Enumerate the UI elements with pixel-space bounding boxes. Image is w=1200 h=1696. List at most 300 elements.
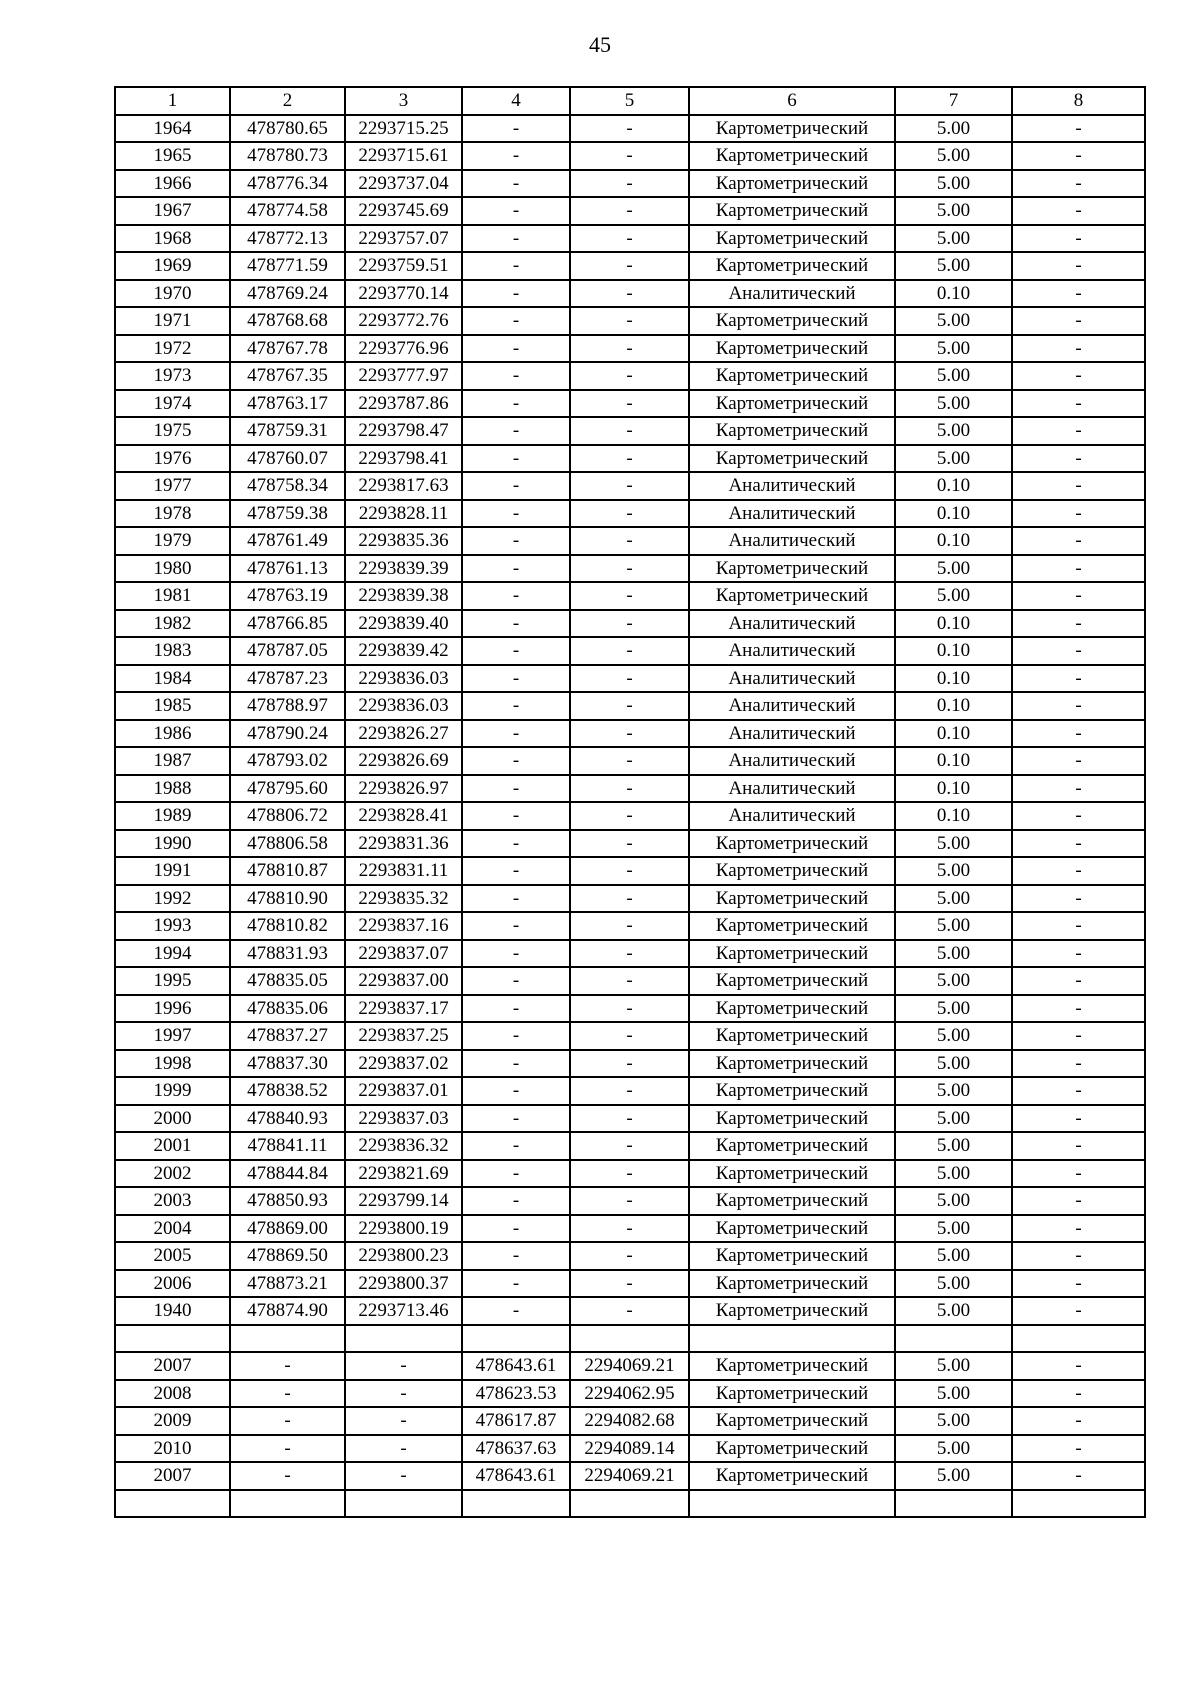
coord-y2-cell: - bbox=[570, 142, 689, 170]
note-cell bbox=[1012, 1490, 1145, 1518]
point-number-cell: 1989 bbox=[115, 802, 230, 830]
coord-x2-cell: - bbox=[462, 1077, 570, 1105]
table-row bbox=[115, 1242, 1145, 1270]
note-cell: - bbox=[1012, 1160, 1145, 1188]
accuracy-cell: 5.00 bbox=[895, 912, 1012, 940]
table-row bbox=[115, 665, 1145, 693]
coord-x2-cell: - bbox=[462, 1215, 570, 1243]
table-row bbox=[115, 445, 1145, 473]
coord-y-cell: 2293715.25 bbox=[345, 115, 462, 143]
coord-y-cell: 2293737.04 bbox=[345, 170, 462, 198]
coord-x2-cell: 478643.61 bbox=[462, 1462, 570, 1490]
point-number-cell: 1997 bbox=[115, 1022, 230, 1050]
method-cell: Картометрический bbox=[689, 252, 895, 280]
point-number-cell: 1968 bbox=[115, 225, 230, 253]
coord-y-cell: 2293837.16 bbox=[345, 912, 462, 940]
coord-y2-cell: - bbox=[570, 940, 689, 968]
point-number-cell: 2004 bbox=[115, 1215, 230, 1243]
coord-y-cell: - bbox=[345, 1462, 462, 1490]
coord-x-cell: 478767.78 bbox=[230, 335, 345, 363]
coord-x-cell: 478758.34 bbox=[230, 472, 345, 500]
accuracy-cell: 5.00 bbox=[895, 390, 1012, 418]
note-cell: - bbox=[1012, 967, 1145, 995]
coord-x-cell: 478806.72 bbox=[230, 802, 345, 830]
method-cell: Картометрический bbox=[689, 940, 895, 968]
coord-x2-cell: - bbox=[462, 445, 570, 473]
coord-y-cell: 2293715.61 bbox=[345, 142, 462, 170]
accuracy-cell: 0.10 bbox=[895, 637, 1012, 665]
table-row bbox=[115, 142, 1145, 170]
coord-y2-cell: - bbox=[570, 775, 689, 803]
method-cell: Картометрический bbox=[689, 1187, 895, 1215]
note-cell: - bbox=[1012, 665, 1145, 693]
coord-x2-cell: - bbox=[462, 720, 570, 748]
coord-x-cell: 478835.06 bbox=[230, 995, 345, 1023]
accuracy-cell bbox=[895, 1325, 1012, 1353]
point-number-cell: 2007 bbox=[115, 1352, 230, 1380]
coord-x-cell: 478837.30 bbox=[230, 1050, 345, 1078]
coord-y2-cell: - bbox=[570, 1132, 689, 1160]
accuracy-cell: 0.10 bbox=[895, 720, 1012, 748]
note-cell: - bbox=[1012, 307, 1145, 335]
coord-x-cell: 478768.68 bbox=[230, 307, 345, 335]
coord-x2-cell: - bbox=[462, 802, 570, 830]
note-cell: - bbox=[1012, 912, 1145, 940]
note-cell bbox=[1012, 1325, 1145, 1353]
method-cell: Картометрический bbox=[689, 1242, 895, 1270]
coord-x2-cell: - bbox=[462, 885, 570, 913]
point-number-cell: 1981 bbox=[115, 582, 230, 610]
point-number-cell: 1984 bbox=[115, 665, 230, 693]
coord-x2-cell: - bbox=[462, 1297, 570, 1325]
method-cell: Аналитический bbox=[689, 527, 895, 555]
coord-y-cell: 2293776.96 bbox=[345, 335, 462, 363]
note-cell: - bbox=[1012, 775, 1145, 803]
point-number-cell: 1978 bbox=[115, 500, 230, 528]
coord-y-cell: 2293836.32 bbox=[345, 1132, 462, 1160]
note-cell: - bbox=[1012, 390, 1145, 418]
accuracy-cell: 0.10 bbox=[895, 747, 1012, 775]
table-row bbox=[115, 775, 1145, 803]
coord-y2-cell: - bbox=[570, 1215, 689, 1243]
coord-y2-cell: - bbox=[570, 555, 689, 583]
coord-x-cell: 478788.97 bbox=[230, 692, 345, 720]
coord-x-cell: 478787.23 bbox=[230, 665, 345, 693]
table-row bbox=[115, 1215, 1145, 1243]
coord-y2-cell bbox=[570, 1490, 689, 1518]
coord-x2-cell: - bbox=[462, 1050, 570, 1078]
coord-x2-cell: - bbox=[462, 912, 570, 940]
point-number-cell: 2009 bbox=[115, 1407, 230, 1435]
table-row bbox=[115, 527, 1145, 555]
accuracy-cell: 5.00 bbox=[895, 225, 1012, 253]
note-cell: - bbox=[1012, 115, 1145, 143]
coord-y-cell: 2293837.07 bbox=[345, 940, 462, 968]
coord-x2-cell: - bbox=[462, 555, 570, 583]
coord-y-cell: 2293837.03 bbox=[345, 1105, 462, 1133]
note-cell: - bbox=[1012, 830, 1145, 858]
table-row bbox=[115, 1297, 1145, 1325]
coord-y2-cell: 2294062.95 bbox=[570, 1380, 689, 1408]
coord-x-cell: 478831.93 bbox=[230, 940, 345, 968]
method-cell: Картометрический bbox=[689, 170, 895, 198]
coord-y-cell bbox=[345, 1490, 462, 1518]
coord-x-cell: 478769.24 bbox=[230, 280, 345, 308]
coord-x2-cell: - bbox=[462, 967, 570, 995]
coord-x-cell bbox=[230, 1325, 345, 1353]
coord-x2-cell: - bbox=[462, 582, 570, 610]
coord-y-cell: 2293799.14 bbox=[345, 1187, 462, 1215]
coord-x2-cell: - bbox=[462, 1270, 570, 1298]
coord-x-cell: 478787.05 bbox=[230, 637, 345, 665]
point-number-cell: 1986 bbox=[115, 720, 230, 748]
note-cell: - bbox=[1012, 1380, 1145, 1408]
note-cell: - bbox=[1012, 362, 1145, 390]
method-cell: Картометрический bbox=[689, 830, 895, 858]
accuracy-cell: 5.00 bbox=[895, 1270, 1012, 1298]
note-cell: - bbox=[1012, 1132, 1145, 1160]
coord-y-cell: 2293800.37 bbox=[345, 1270, 462, 1298]
note-cell: - bbox=[1012, 1077, 1145, 1105]
coord-x-cell: 478761.13 bbox=[230, 555, 345, 583]
method-cell: Аналитический bbox=[689, 720, 895, 748]
method-cell: Картометрический bbox=[689, 1022, 895, 1050]
coord-y2-cell: - bbox=[570, 1160, 689, 1188]
accuracy-cell: 5.00 bbox=[895, 940, 1012, 968]
point-number-cell: 1977 bbox=[115, 472, 230, 500]
coord-y2-cell: - bbox=[570, 912, 689, 940]
coord-y-cell: 2293837.02 bbox=[345, 1050, 462, 1078]
point-number-cell: 1991 bbox=[115, 857, 230, 885]
table-row bbox=[115, 1022, 1145, 1050]
point-number-cell: 1979 bbox=[115, 527, 230, 555]
table-row bbox=[115, 637, 1145, 665]
coord-y2-cell: - bbox=[570, 472, 689, 500]
method-cell: Картометрический bbox=[689, 885, 895, 913]
coord-y2-cell: - bbox=[570, 115, 689, 143]
column-header-5: 5 bbox=[570, 87, 689, 115]
accuracy-cell: 0.10 bbox=[895, 665, 1012, 693]
table-row bbox=[115, 280, 1145, 308]
coord-x2-cell: - bbox=[462, 995, 570, 1023]
accuracy-cell: 5.00 bbox=[895, 830, 1012, 858]
coord-x-cell: 478810.87 bbox=[230, 857, 345, 885]
coord-x-cell: 478763.17 bbox=[230, 390, 345, 418]
coord-x-cell: 478844.84 bbox=[230, 1160, 345, 1188]
coord-y2-cell: - bbox=[570, 720, 689, 748]
coord-x-cell: 478793.02 bbox=[230, 747, 345, 775]
coord-y2-cell: - bbox=[570, 390, 689, 418]
table-row bbox=[115, 1325, 1145, 1353]
table-row bbox=[115, 500, 1145, 528]
coord-x-cell: 478869.00 bbox=[230, 1215, 345, 1243]
coord-y-cell: 2293745.69 bbox=[345, 197, 462, 225]
table-row bbox=[115, 225, 1145, 253]
accuracy-cell: 5.00 bbox=[895, 362, 1012, 390]
table-row bbox=[115, 857, 1145, 885]
note-cell: - bbox=[1012, 197, 1145, 225]
accuracy-cell: 5.00 bbox=[895, 197, 1012, 225]
method-cell: Картометрический bbox=[689, 335, 895, 363]
coord-x2-cell: 478617.87 bbox=[462, 1407, 570, 1435]
coord-y2-cell: - bbox=[570, 280, 689, 308]
accuracy-cell: 0.10 bbox=[895, 527, 1012, 555]
coord-x2-cell: - bbox=[462, 500, 570, 528]
method-cell: Аналитический bbox=[689, 610, 895, 638]
accuracy-cell: 5.00 bbox=[895, 307, 1012, 335]
coord-y2-cell: - bbox=[570, 665, 689, 693]
coord-y2-cell: - bbox=[570, 362, 689, 390]
coord-x2-cell: - bbox=[462, 335, 570, 363]
coord-y-cell: 2293713.46 bbox=[345, 1297, 462, 1325]
note-cell: - bbox=[1012, 1187, 1145, 1215]
note-cell: - bbox=[1012, 1407, 1145, 1435]
note-cell: - bbox=[1012, 885, 1145, 913]
accuracy-cell: 5.00 bbox=[895, 1160, 1012, 1188]
coord-x-cell: - bbox=[230, 1462, 345, 1490]
coord-x-cell: - bbox=[230, 1380, 345, 1408]
point-number-cell: 1992 bbox=[115, 885, 230, 913]
coord-y2-cell: - bbox=[570, 1270, 689, 1298]
table-row bbox=[115, 417, 1145, 445]
accuracy-cell: 5.00 bbox=[895, 1435, 1012, 1463]
coord-y-cell: 2293800.23 bbox=[345, 1242, 462, 1270]
method-cell: Картометрический bbox=[689, 1270, 895, 1298]
table-row bbox=[115, 1352, 1145, 1380]
coord-y2-cell: 2294069.21 bbox=[570, 1352, 689, 1380]
point-number-cell: 1975 bbox=[115, 417, 230, 445]
accuracy-cell: 5.00 bbox=[895, 1297, 1012, 1325]
point-number-cell: 1940 bbox=[115, 1297, 230, 1325]
note-cell: - bbox=[1012, 1050, 1145, 1078]
coord-y-cell: 2293839.40 bbox=[345, 610, 462, 638]
coord-y-cell: 2293777.97 bbox=[345, 362, 462, 390]
coord-x-cell bbox=[230, 1490, 345, 1518]
coord-y-cell: 2293836.03 bbox=[345, 665, 462, 693]
coord-y2-cell: - bbox=[570, 500, 689, 528]
method-cell: Картометрический bbox=[689, 1077, 895, 1105]
table-row bbox=[115, 720, 1145, 748]
coord-x2-cell: - bbox=[462, 1132, 570, 1160]
coord-y-cell: 2293821.69 bbox=[345, 1160, 462, 1188]
coord-y-cell: 2293837.01 bbox=[345, 1077, 462, 1105]
accuracy-cell: 0.10 bbox=[895, 775, 1012, 803]
page-number: 45 bbox=[589, 32, 611, 57]
point-number-cell: 1996 bbox=[115, 995, 230, 1023]
coord-x-cell: 478810.90 bbox=[230, 885, 345, 913]
coord-x-cell: 478795.60 bbox=[230, 775, 345, 803]
note-cell: - bbox=[1012, 1105, 1145, 1133]
table-row bbox=[115, 692, 1145, 720]
coord-y2-cell: - bbox=[570, 967, 689, 995]
method-cell bbox=[689, 1325, 895, 1353]
note-cell: - bbox=[1012, 170, 1145, 198]
table-row bbox=[115, 390, 1145, 418]
table-row bbox=[115, 830, 1145, 858]
note-cell: - bbox=[1012, 995, 1145, 1023]
coord-y2-cell: - bbox=[570, 1050, 689, 1078]
coord-x2-cell: - bbox=[462, 692, 570, 720]
coord-x2-cell: 478623.53 bbox=[462, 1380, 570, 1408]
note-cell: - bbox=[1012, 142, 1145, 170]
coord-x-cell: 478835.05 bbox=[230, 967, 345, 995]
coord-y2-cell: - bbox=[570, 252, 689, 280]
coord-x2-cell: - bbox=[462, 252, 570, 280]
coord-x-cell: 478763.19 bbox=[230, 582, 345, 610]
coord-y-cell: 2293800.19 bbox=[345, 1215, 462, 1243]
column-header-3: 3 bbox=[345, 87, 462, 115]
method-cell: Аналитический bbox=[689, 637, 895, 665]
method-cell: Картометрический bbox=[689, 1132, 895, 1160]
coord-y-cell: 2293837.25 bbox=[345, 1022, 462, 1050]
coord-y-cell: 2293831.11 bbox=[345, 857, 462, 885]
coord-y2-cell: - bbox=[570, 995, 689, 1023]
coord-x-cell: 478869.50 bbox=[230, 1242, 345, 1270]
method-cell: Картометрический bbox=[689, 1215, 895, 1243]
coord-x2-cell: - bbox=[462, 527, 570, 555]
table-row bbox=[115, 252, 1145, 280]
coord-y2-cell: - bbox=[570, 802, 689, 830]
table-row bbox=[115, 1270, 1145, 1298]
coord-x-cell: 478774.58 bbox=[230, 197, 345, 225]
coord-y-cell: 2293837.17 bbox=[345, 995, 462, 1023]
method-cell: Картометрический bbox=[689, 1050, 895, 1078]
accuracy-cell: 5.00 bbox=[895, 335, 1012, 363]
point-number-cell: 1993 bbox=[115, 912, 230, 940]
coord-y2-cell: 2294082.68 bbox=[570, 1407, 689, 1435]
note-cell: - bbox=[1012, 1215, 1145, 1243]
coord-x-cell: 478766.85 bbox=[230, 610, 345, 638]
table-body bbox=[115, 115, 1145, 1518]
coord-x2-cell: - bbox=[462, 1105, 570, 1133]
table-row bbox=[115, 1187, 1145, 1215]
point-number-cell: 1990 bbox=[115, 830, 230, 858]
point-number-cell: 2003 bbox=[115, 1187, 230, 1215]
note-cell: - bbox=[1012, 940, 1145, 968]
accuracy-cell: 5.00 bbox=[895, 1187, 1012, 1215]
coord-x2-cell: - bbox=[462, 142, 570, 170]
coord-x2-cell: - bbox=[462, 857, 570, 885]
table-row bbox=[115, 1490, 1145, 1518]
accuracy-cell: 5.00 bbox=[895, 1352, 1012, 1380]
point-number-cell: 1985 bbox=[115, 692, 230, 720]
coord-x2-cell: - bbox=[462, 417, 570, 445]
column-header-7: 7 bbox=[895, 87, 1012, 115]
accuracy-cell: 0.10 bbox=[895, 472, 1012, 500]
coord-x2-cell: - bbox=[462, 775, 570, 803]
note-cell: - bbox=[1012, 610, 1145, 638]
method-cell: Аналитический bbox=[689, 747, 895, 775]
method-cell: Картометрический bbox=[689, 1160, 895, 1188]
coord-y2-cell: 2294089.14 bbox=[570, 1435, 689, 1463]
accuracy-cell: 5.00 bbox=[895, 142, 1012, 170]
point-number-cell: 1974 bbox=[115, 390, 230, 418]
coord-y2-cell: - bbox=[570, 1105, 689, 1133]
method-cell: Аналитический bbox=[689, 665, 895, 693]
note-cell: - bbox=[1012, 1242, 1145, 1270]
method-cell: Картометрический bbox=[689, 912, 895, 940]
coord-x2-cell: - bbox=[462, 1160, 570, 1188]
method-cell: Аналитический bbox=[689, 692, 895, 720]
method-cell: Картометрический bbox=[689, 1105, 895, 1133]
coord-y2-cell: - bbox=[570, 225, 689, 253]
coord-x-cell: - bbox=[230, 1435, 345, 1463]
method-cell bbox=[689, 1490, 895, 1518]
coord-y2-cell: - bbox=[570, 1077, 689, 1105]
point-number-cell: 1964 bbox=[115, 115, 230, 143]
accuracy-cell: 0.10 bbox=[895, 280, 1012, 308]
note-cell: - bbox=[1012, 802, 1145, 830]
table-row bbox=[115, 995, 1145, 1023]
note-cell: - bbox=[1012, 335, 1145, 363]
accuracy-cell: 0.10 bbox=[895, 610, 1012, 638]
coord-y-cell bbox=[345, 1325, 462, 1353]
accuracy-cell: 5.00 bbox=[895, 1380, 1012, 1408]
method-cell: Картометрический bbox=[689, 857, 895, 885]
coord-x2-cell: - bbox=[462, 472, 570, 500]
table-row bbox=[115, 197, 1145, 225]
method-cell: Картометрический bbox=[689, 1407, 895, 1435]
note-cell: - bbox=[1012, 692, 1145, 720]
coord-x2-cell: - bbox=[462, 170, 570, 198]
note-cell: - bbox=[1012, 1435, 1145, 1463]
table-row bbox=[115, 555, 1145, 583]
method-cell: Картометрический bbox=[689, 1352, 895, 1380]
coord-x-cell: 478759.38 bbox=[230, 500, 345, 528]
coord-x2-cell: - bbox=[462, 1187, 570, 1215]
note-cell: - bbox=[1012, 417, 1145, 445]
table-row bbox=[115, 472, 1145, 500]
point-number-cell: 1972 bbox=[115, 335, 230, 363]
method-cell: Аналитический bbox=[689, 775, 895, 803]
method-cell: Картометрический bbox=[689, 582, 895, 610]
accuracy-cell: 5.00 bbox=[895, 857, 1012, 885]
accuracy-cell: 5.00 bbox=[895, 555, 1012, 583]
coord-y2-cell: - bbox=[570, 1242, 689, 1270]
coord-x-cell: - bbox=[230, 1407, 345, 1435]
coord-y-cell: 2293831.36 bbox=[345, 830, 462, 858]
accuracy-cell: 5.00 bbox=[895, 967, 1012, 995]
accuracy-cell: 5.00 bbox=[895, 1132, 1012, 1160]
note-cell: - bbox=[1012, 527, 1145, 555]
coord-y2-cell: - bbox=[570, 692, 689, 720]
coord-x2-cell: 478637.63 bbox=[462, 1435, 570, 1463]
coord-y2-cell: - bbox=[570, 197, 689, 225]
method-cell: Аналитический bbox=[689, 280, 895, 308]
accuracy-cell: 5.00 bbox=[895, 1215, 1012, 1243]
method-cell: Картометрический bbox=[689, 362, 895, 390]
method-cell: Картометрический bbox=[689, 1462, 895, 1490]
coord-y2-cell: - bbox=[570, 857, 689, 885]
coord-x2-cell: - bbox=[462, 940, 570, 968]
coord-y2-cell: - bbox=[570, 527, 689, 555]
point-number-cell: 1967 bbox=[115, 197, 230, 225]
coord-x2-cell bbox=[462, 1325, 570, 1353]
point-number-cell: 1970 bbox=[115, 280, 230, 308]
accuracy-cell: 5.00 bbox=[895, 1242, 1012, 1270]
coord-y-cell: 2293798.47 bbox=[345, 417, 462, 445]
point-number-cell: 1982 bbox=[115, 610, 230, 638]
coord-x2-cell: - bbox=[462, 747, 570, 775]
coord-x2-cell: - bbox=[462, 307, 570, 335]
note-cell: - bbox=[1012, 1022, 1145, 1050]
coord-y-cell: - bbox=[345, 1352, 462, 1380]
accuracy-cell: 5.00 bbox=[895, 252, 1012, 280]
coord-x-cell: 478780.73 bbox=[230, 142, 345, 170]
coord-x2-cell: - bbox=[462, 390, 570, 418]
table-row bbox=[115, 967, 1145, 995]
coord-x-cell: 478771.59 bbox=[230, 252, 345, 280]
